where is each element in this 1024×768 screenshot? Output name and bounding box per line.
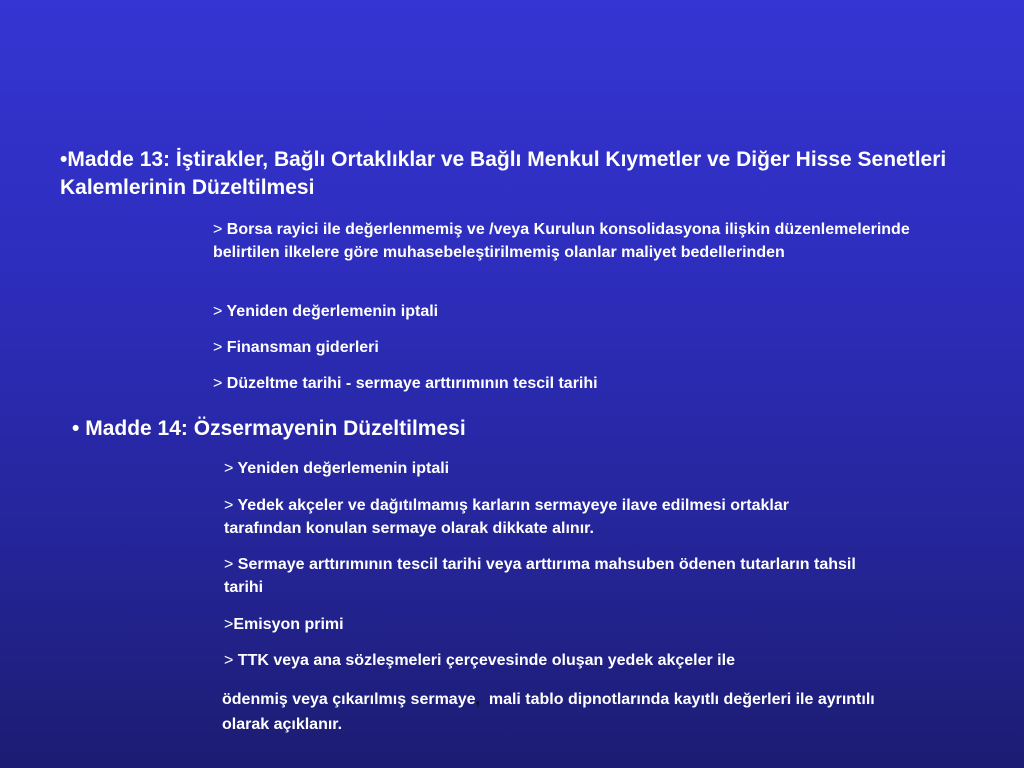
item-text: Finansman giderleri [226,339,379,356]
item-text: Emisyon primi [233,616,344,633]
item-text: Düzeltme tarihi - sermaye arttırımının tescil tarihi [226,375,598,392]
madde-14-item-3 [224,553,874,599]
arrow-marker-icon: > [213,375,223,392]
item-text: Borsa rayici ile değerlenmemiş ve /veya Kurulun konsolidasyona ilişkin düzenlemelerinde belirtilen ilkelere göre muhasebeleştirilmemiş olanlar maliyet bedellerinden [213,221,910,261]
arrow-marker-icon: > [213,303,223,320]
madde-14-item-5 [224,649,904,672]
arrow-marker-icon: > [213,221,223,238]
madde-14-item-1 [224,457,874,480]
madde-13-item-2 [213,300,973,323]
bullet-icon: • [72,417,80,440]
item-text: Yeniden değerlemenin iptali [237,460,450,477]
continuation-text-a: ödenmiş veya çıkarılmış sermaye [222,691,476,708]
madde-13-item-1 [213,218,973,264]
madde-14-heading [72,415,772,443]
madde-13-item-4 [213,372,973,395]
madde-14-item-4 [224,613,874,636]
arrow-marker-icon: > [224,460,234,477]
item-text: TTK veya ana sözleşmeleri çerçevesinde oluşan yedek akçeler ile [237,652,735,669]
item-text: Yedek akçeler ve dağıtılmamış karların sermayeye ilave edilmesi ortaklar tarafından konulan sermaye olarak dikkate alınır. [224,497,789,537]
madde-14-title: Madde 14: Özsermayenin Düzeltilmesi [85,417,466,440]
item-text: Sermaye arttırımının tescil tarihi veya arttırıma mahsuben ödenen tutarların tahsil tarihi [224,556,856,596]
item-text: Yeniden değerlemenin iptali [226,303,439,320]
arrow-marker-icon: > [224,556,234,573]
arrow-marker-icon: > [224,616,234,633]
arrow-marker-icon: > [224,497,234,514]
arrow-marker-icon: > [213,339,223,356]
madde-13-item-3 [213,336,973,359]
madde-13-title: Madde 13: İştirakler, Bağlı Ortaklıklar ve Bağlı Menkul Kıymetler ve Diğer Hisse Senetleri Kalemlerinin Düzeltilmesi [60,148,947,199]
continuation-text-b: mali tablo dipnotlarında kayıtlı değerleri ile ayrıntılı olarak açıklanır. [222,691,880,733]
bullet-icon: • [60,148,68,171]
madde-14-item-2 [224,494,864,540]
madde-13-heading [60,146,980,202]
continuation-comma: , [475,691,480,708]
madde-14-continuation [222,687,882,737]
arrow-marker-icon: > [224,652,234,669]
